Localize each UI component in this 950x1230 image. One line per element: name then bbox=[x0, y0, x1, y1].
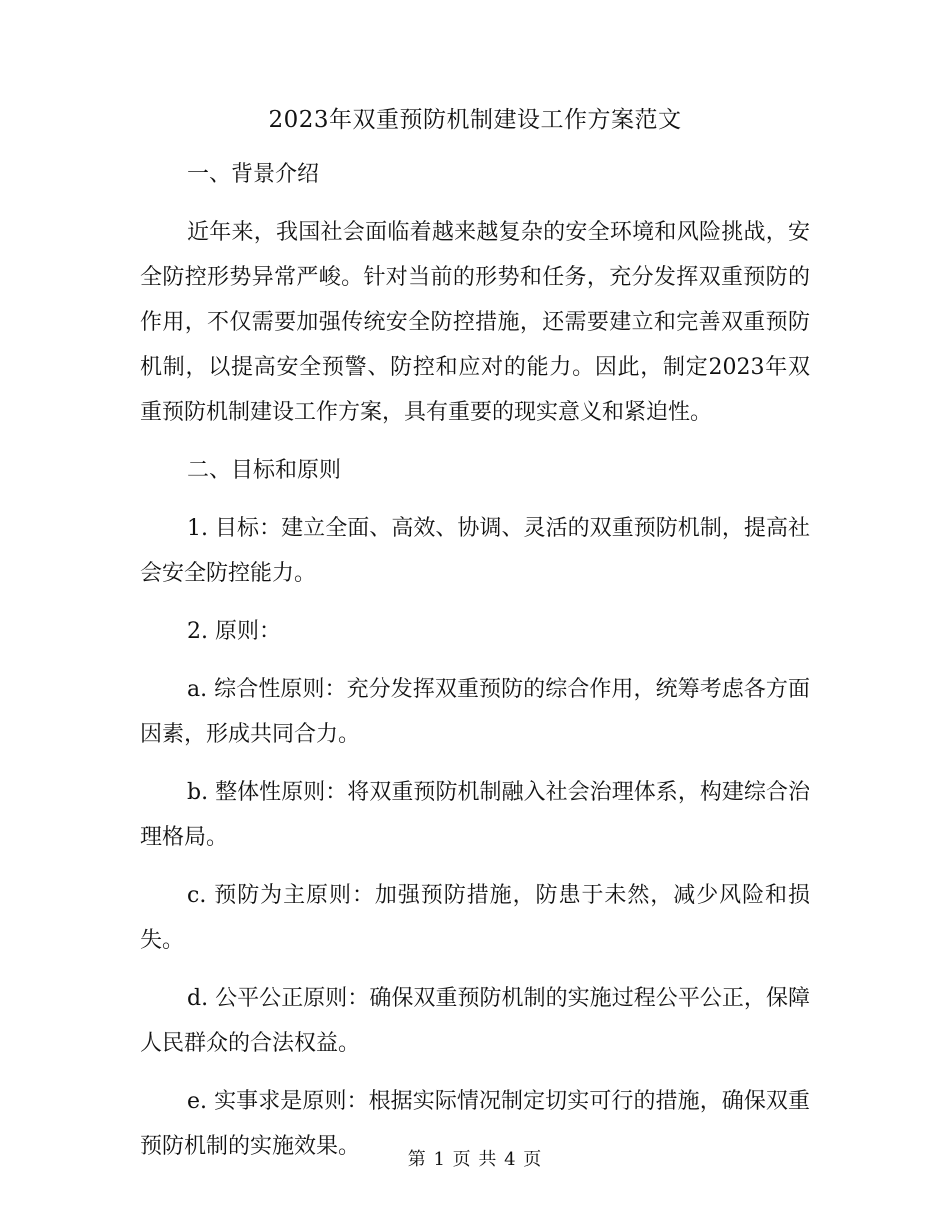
paragraph-principle-a: a. 综合性原则：充分发挥双重预防的综合作用，统筹考虑各方面因素，形成共同合力。 bbox=[140, 677, 810, 747]
paragraph-goal: 1. 目标：建立全面、高效、协调、灵活的双重预防机制，提高社会安全防控能力。 bbox=[140, 516, 810, 586]
paragraph-principles-heading: 2. 原则： bbox=[187, 619, 281, 644]
paragraph-principle-d: d. 公平公正原则：确保双重预防机制的实施过程公平公正，保障人民群众的合法权益。 bbox=[140, 986, 810, 1056]
paragraph-principle-c: c. 预防为主原则：加强预防措施，防患于未然，减少风险和损失。 bbox=[140, 883, 810, 953]
paragraph-principle-e: e. 实事求是原则：根据实际情况制定切实可行的措施，确保双重预防机制的实施效果。 bbox=[140, 1089, 810, 1159]
document-title: 2023年双重预防机制建设工作方案范文 bbox=[268, 107, 682, 133]
section-heading-background: 一、背景介绍 bbox=[187, 162, 320, 187]
paragraph-background: 近年来，我国社会面临着越来越复杂的安全环境和风险挑战，安全防控形势异常严峻。针对当前的形势和任务，充分发挥双重预防的作用，不仅需要加强传统安全防控措施，还需要建立和完善双重预防机制，以提高安全预警、防控和应对的能力。因此，制定2023年双重预防机制建设工作方案，具有重要的现实意义和紧迫性。 bbox=[140, 220, 810, 425]
document-body bbox=[140, 152, 810, 1182]
section-heading-goals: 二、目标和原则 bbox=[187, 458, 342, 483]
page-number: 第 1 页 共 4 页 bbox=[407, 1149, 543, 1170]
paragraph-principle-b: b. 整体性原则：将双重预防机制融入社会治理体系，构建综合治理格局。 bbox=[140, 780, 810, 850]
page-footer bbox=[0, 1148, 950, 1172]
